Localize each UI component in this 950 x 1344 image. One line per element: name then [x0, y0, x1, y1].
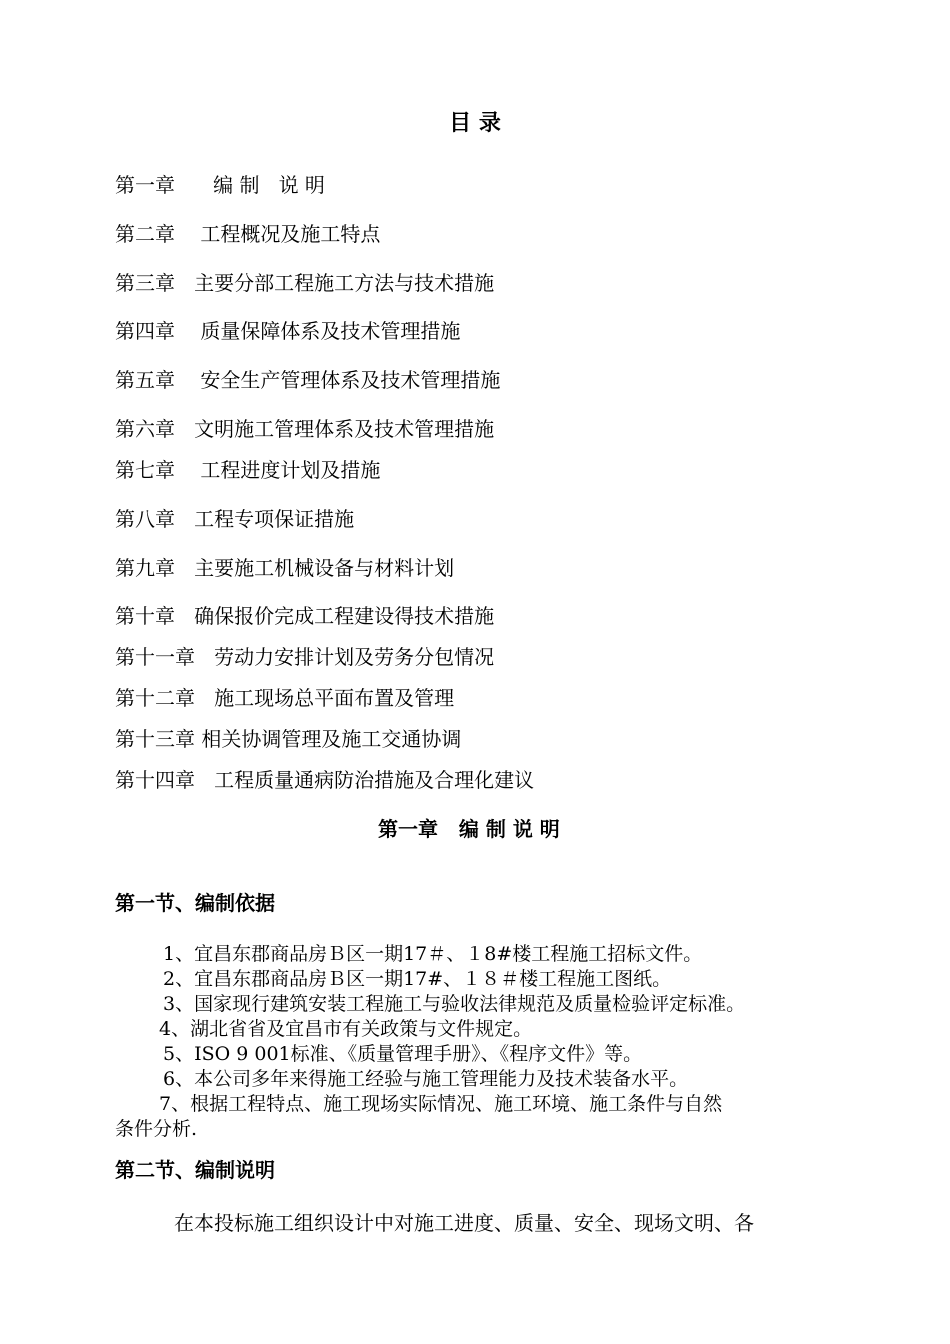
toc-item-14: 第十四章 工程质量通病防治措施及合理化建议 — [115, 768, 535, 792]
toc-item-1: 第一章 编 制 说 明 — [115, 173, 325, 197]
chapter-heading: 第一章 编 制 说 明 — [378, 817, 560, 841]
basis-item-7-continued: 条件分析. — [115, 1118, 198, 1140]
toc-item-6: 第六章 文明施工管理体系及技术管理措施 — [115, 417, 495, 441]
basis-item-6: 6、本公司多年来得施工经验与施工管理能力及技术装备水平。 — [163, 1068, 689, 1090]
toc-item-8: 第八章 工程专项保证措施 — [115, 507, 355, 531]
toc-item-10: 第十章 确保报价完成工程建设得技术措施 — [115, 604, 495, 628]
notes-paragraph: 在本投标施工组织设计中对施工进度、质量、安全、现场文明、各 — [174, 1211, 754, 1235]
section-heading-basis: 第一节、编制依据 — [115, 891, 275, 915]
basis-item-4: 4、湖北省省及宜昌市有关政策与文件规定。 — [159, 1018, 533, 1040]
toc-item-12: 第十二章 施工现场总平面布置及管理 — [115, 686, 455, 710]
toc-item-11: 第十一章 劳动力安排计划及劳务分包情况 — [115, 645, 495, 669]
basis-item-1: 1、宜昌东郡商品房Ｂ区一期17＃、１8#楼工程施工招标文件。 — [163, 943, 703, 965]
toc-item-13: 第十三章 相关协调管理及施工交通协调 — [115, 727, 462, 751]
toc-item-5: 第五章 安全生产管理体系及技术管理措施 — [115, 368, 501, 392]
basis-item-2: 2、宜昌东郡商品房Ｂ区一期17#、１８＃楼工程施工图纸。 — [163, 968, 672, 990]
basis-item-5: 5、ISO 9 001标准、《质量管理手册》、《程序文件》等。 — [163, 1043, 643, 1065]
toc-item-4: 第四章 质量保障体系及技术管理措施 — [115, 319, 461, 343]
basis-item-3: 3、国家现行建筑安装工程施工与验收法律规范及质量检验评定标准。 — [163, 993, 746, 1015]
toc-item-2: 第二章 工程概况及施工特点 — [115, 222, 381, 246]
toc-title: 目 录 — [449, 111, 501, 136]
section-heading-notes: 第二节、编制说明 — [115, 1158, 275, 1182]
basis-item-7: 7、根据工程特点、施工现场实际情况、施工环境、施工条件与自然 — [159, 1093, 723, 1115]
toc-item-3: 第三章 主要分部工程施工方法与技术措施 — [115, 271, 495, 295]
toc-item-7: 第七章 工程进度计划及措施 — [115, 458, 381, 482]
toc-item-9: 第九章 主要施工机械设备与材料计划 — [115, 556, 455, 580]
